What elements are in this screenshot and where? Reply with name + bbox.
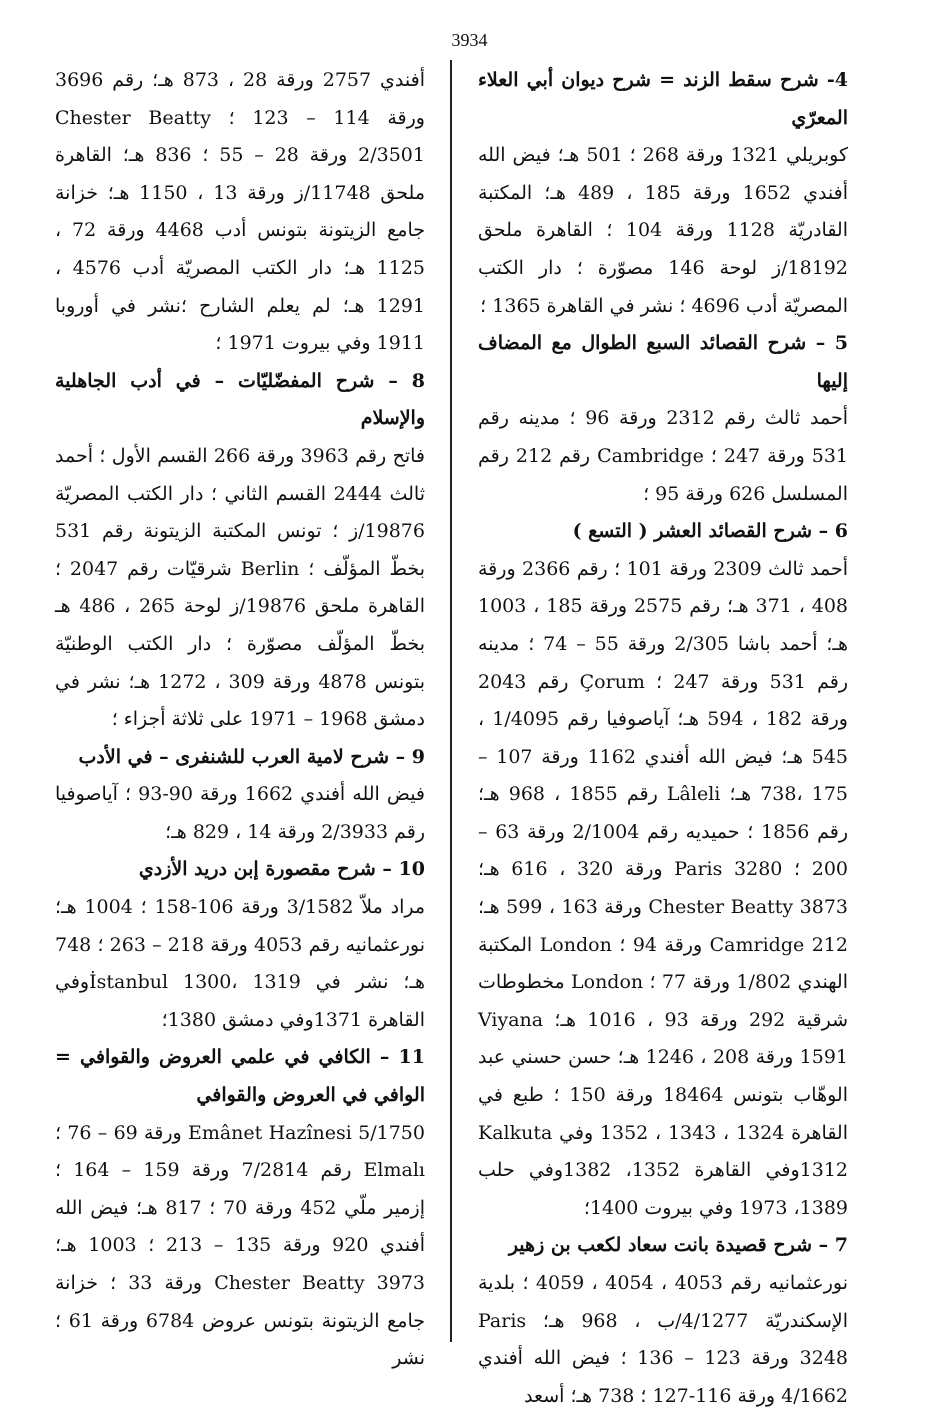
right-entry-text: كوبريلي 1321 ورقة 268 ؛ 501 هـ؛ فيض الله أفندي 1652 ورقة 185 ، 489 هـ؛ المكتبة القادريّة 1128 ورقة 104 ؛ القاهرة ملحق 18192/ز لوحة 146 مصوّرة ؛ دار الكتب المصريّة أدب 4696 ؛ نشر في القاهرة 1365 ؛ xyxy=(478,144,849,317)
right-entry-text: أحمد ثالث رقم 2312 ورقة 96 ؛ مدينه رقم 531 ورقة 247 ؛ Cambridge رقم 212 رقم المسلسل 626 ورقة 95 ؛ xyxy=(478,407,849,505)
right-entry-heading: 4- شرح سقط الزند = شرح ديوان أبي العلاء المعرّي xyxy=(478,69,848,129)
left-entry-text: فاتح رقم 3963 ورقة 266 القسم الأول ؛ أحمد ثالث 2444 القسم الثاني ؛ دار الكتب المصريّة 19876/ز ؛ تونس المكتبة الزيتونة رقم 531 بخطّ المؤلّف ؛ Berlin شرقيّات رقم 2047 ؛ القاهرة ملحق 19876/ز لوحة 265 ، 486 هـ بخطّ المؤلّف مصوّرة ؛ دار الكتب الوطنيّة بتونس 4878 ورقة 309 ، 1272 هـ؛ نشر في دمشق 1968 – 1971 على ثلاثة أجزاء ؛ xyxy=(55,444,426,731)
right-entry-heading: 7 – شرح قصيدة بانت سعاد لكعب بن زهير xyxy=(508,1234,848,1257)
right-entry-text: نورعثمانيه رقم 4053 ، 4054 ، 4059 ؛ بلدية الإسكندريّة 4/1277/ب ، 968 هـ؛ Paris 3248 ورقة 123 – 136 ؛ فيض الله أفندي 4/1662 ورقة 116-127 ؛ 738 هـ؛ أسعد xyxy=(478,1272,848,1407)
left-entry-heading: 10 – شرح مقصورة إبن دريد الأزدي xyxy=(138,858,425,881)
left-entry-heading: 11 – الكافي في علمي العروض والقوافي = الوافي في العروض والقوافي xyxy=(55,1046,425,1107)
left-entry-heading: 8 – شرح المفضّليّات – في أدب الجاهلية والإسلام xyxy=(55,369,425,430)
left-entry-text: Emânet Hazînesi 5/1750 ورقة 69 – 76 ؛ Elmalı رقم 7/2814 ورقة 159 – 164 ؛ إزمير ملّي 452 ورقة 70 ؛ 817 هـ؛ فيض الله أفندي 920 ورقة 135 – 213 ؛ 1003 هـ؛ Chester Beatty 3973 ورقة 33 ؛ خزانة جامع الزيتونة بتونس عروض 6784 ورقة 61 ؛ نشر xyxy=(55,1121,426,1370)
left-column xyxy=(55,62,425,1378)
left-entry-text: مراد ملاّ 3/1582 ورقة 106-158 ؛ 1004 هـ؛ نورعثمانيه رقم 4053 ورقة 218 – 263 ؛ 748 هـ؛ نشر في İstanbul 1300، 1319وفي القاهرة 1371وفي دمشق 1380؛ xyxy=(55,896,426,1031)
left-entry-heading: 9 – شرح لامية العرب للشنفرى – في الأدب xyxy=(78,745,425,768)
left-entry-text: فيض الله أفندي 1662 ورقة 90-93 ؛ آياصوفيا رقم 2/3933 ورقة 14 ، 829 هـ؛ xyxy=(55,783,426,843)
right-entry-text: أحمد ثالث 2309 ورقة 101 ؛ رقم 2366 ورقة 408 ، 371 هـ؛ رقم 2575 ورقة 185 ، 1003 هـ؛ أحمد باشا 2/305 ورقة 55 – 74 ؛ مدينه رقم 531 ورقة 247 ؛ Çorum رقم 2043 ورقة 182 ، 594 هـ؛ آياصوفيا رقم 1/4095 ، 545 هـ؛ فيض الله أفندي 1162 ورقة 107 – 175 ،738 هـ؛ Lâleli رقم 1855 ، 968 هـ؛ رقم 1856 ؛ حميديه رقم 2/1004 ورقة 63 – 200 ؛ Paris 3280 ورقة 320 ، 616 هـ؛ Chester Beatty 3873 ورقة 163 ، 599 هـ؛Camridge 212 ورقة 94 ؛ London المكتبة الهندي 1/802 ورقة 77 ؛ London مخطوطات شرقية 292 ورقة 93 ، 1016 هـ؛ Viyana 1591 ورقة 208 ، 1246 هـ؛ حسن حسني عبد الوهّاب بتونس 18464 ورقة 150 ؛ طبع في القاهرة 1324 ، 1343 ، 1352 وفي Kalkuta 1312وفي القاهرة 1352، 1382وفي حلب 1389، 1973 وفي بيروت 1400؛ xyxy=(478,557,849,1219)
right-entry-heading: 6 – شرح القصائد العشر ( التسع ) xyxy=(572,520,848,543)
column-divider xyxy=(450,60,452,1342)
right-entry-heading: 5 – شرح القصائد السبع الطوال مع المضاف إليها xyxy=(478,332,848,392)
left-entry-text: أفندي 2757 ورقة 28 ، 873 هـ؛ رقم 3696 ورقة 114 – 123 ؛ Chester Beatty 2/3501 ورقة 28 – 55 ؛ 836 هـ؛ القاهرة ملحق 11748/ز ورقة 13 ، 1150 هـ؛ خزانة جامع الزيتونة بتونس أدب 4468 ورقة 72 ، 1125 هـ؛ دار الكتب المصريّة أدب 4576 ، 1291 هـ؛ لم يعلم الشارح ؛نشر في أوروبا 1911 وفي بيروت 1971 ؛ xyxy=(55,69,426,355)
page-number: 3934 xyxy=(451,30,488,50)
right-column xyxy=(478,62,848,1415)
